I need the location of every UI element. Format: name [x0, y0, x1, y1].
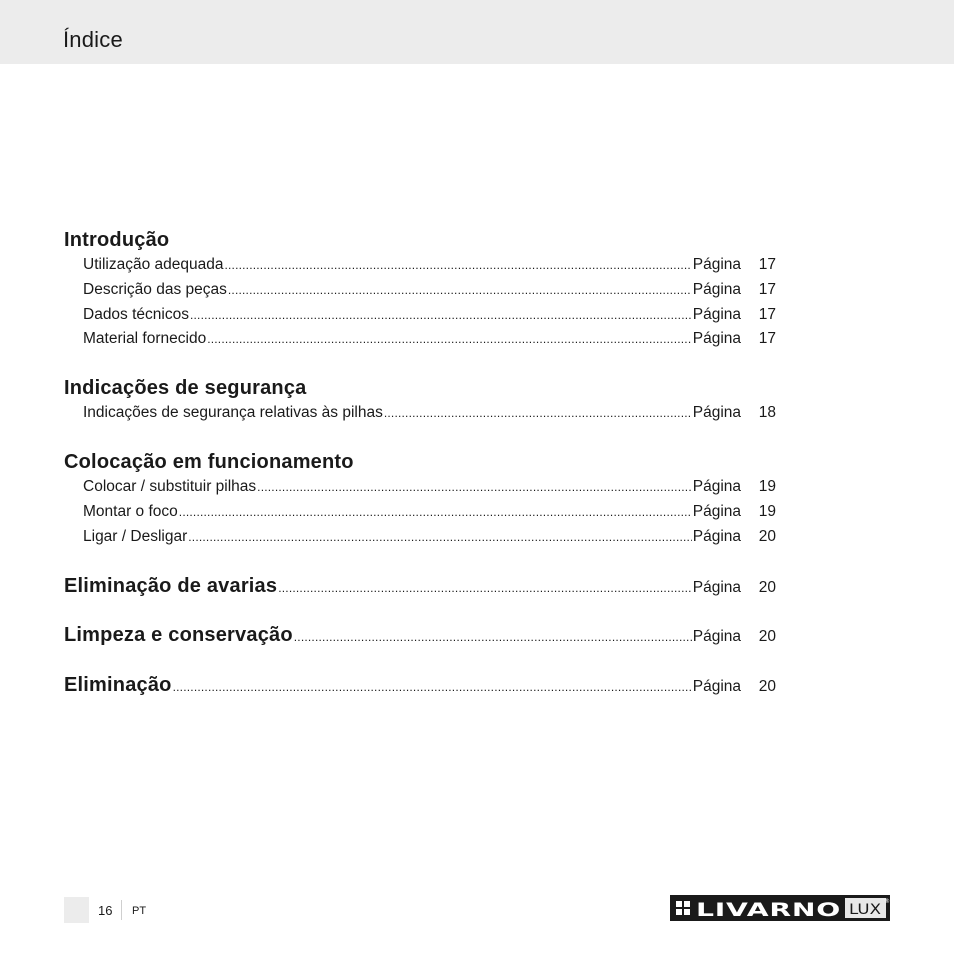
page-number: 19: [758, 478, 776, 495]
page-number: 20: [758, 579, 776, 596]
page-word: Página: [692, 628, 741, 645]
toc-main-entry[interactable]: [64, 674, 776, 696]
page-number: 20: [758, 528, 776, 545]
leader-dots: [294, 630, 692, 644]
toc-entry[interactable]: [83, 528, 776, 550]
page-word: Página: [692, 503, 741, 520]
leader-dots: [173, 680, 692, 694]
leader-dots: [207, 332, 692, 346]
section-title-funcionamento: Colocação em funcionamento: [64, 451, 354, 473]
page-word: Página: [692, 306, 741, 323]
footer-page-number: 16: [98, 903, 113, 918]
leader-dots: [224, 258, 691, 272]
toc-entry-label: Montar o foco: [83, 503, 178, 520]
toc-entry-label: Descrição das peças: [83, 281, 227, 298]
page-number: 20: [758, 678, 776, 695]
header-band: [0, 0, 954, 64]
page-number: 17: [758, 330, 776, 347]
toc-main-entry-label: Limpeza e conservação: [64, 624, 293, 646]
leader-dots: [179, 505, 692, 519]
toc-entry[interactable]: [83, 281, 776, 303]
leader-dots: [228, 283, 692, 297]
toc-entry-label: Indicações de segurança relativas às pilhas: [83, 404, 383, 421]
toc-main-entry-label: Eliminação: [64, 674, 172, 696]
footer-divider: [121, 900, 122, 920]
page-word: Página: [692, 678, 741, 695]
leader-dots: [257, 480, 692, 494]
page-number: 19: [758, 503, 776, 520]
page-title: Índice: [63, 27, 123, 52]
page-word: Página: [692, 528, 741, 545]
toc-entry[interactable]: [83, 330, 776, 352]
page-number: 20: [758, 628, 776, 645]
page-number: 18: [758, 404, 776, 421]
livarno-lux-logo: [670, 895, 890, 921]
page-number: 17: [758, 256, 776, 273]
page-word: Página: [692, 579, 741, 596]
svg-text:LUX: LUX: [849, 902, 882, 918]
toc-entry[interactable]: [83, 503, 776, 525]
leader-dots: [190, 308, 692, 322]
page-word: Página: [692, 256, 741, 273]
svg-text:®: ®: [884, 898, 890, 905]
page-word: Página: [692, 330, 741, 347]
page-number: 17: [758, 281, 776, 298]
leader-dots: [278, 581, 692, 595]
footer-marker: [64, 897, 89, 923]
footer-language: PT: [132, 905, 147, 917]
leader-dots: [384, 406, 692, 420]
toc-entry[interactable]: [83, 478, 776, 500]
toc-main-entry[interactable]: [64, 624, 776, 646]
leader-dots: [188, 530, 691, 544]
toc-entry[interactable]: [83, 404, 776, 426]
toc-entry-label: Utilização adequada: [83, 256, 224, 273]
toc-entry-label: Dados técnicos: [83, 306, 189, 323]
toc-entry-label: Ligar / Desligar: [83, 528, 188, 545]
toc-entry-label: Material fornecido: [83, 330, 207, 347]
section-title-introducao: Introdução: [64, 229, 170, 251]
toc-entry-label: Colocar / substituir pilhas: [83, 478, 257, 495]
toc-entry[interactable]: [83, 256, 776, 278]
toc-entry[interactable]: [83, 306, 776, 328]
page-number: 17: [758, 306, 776, 323]
toc-main-entry-label: Eliminação de avarias: [64, 575, 278, 597]
page-word: Página: [692, 404, 741, 421]
toc-main-entry[interactable]: [64, 575, 776, 597]
page-word: Página: [692, 281, 741, 298]
section-title-seguranca: Indicações de segurança: [64, 377, 307, 399]
page-word: Página: [692, 478, 741, 495]
svg-text:LIVARNO: LIVARNO: [696, 899, 841, 921]
